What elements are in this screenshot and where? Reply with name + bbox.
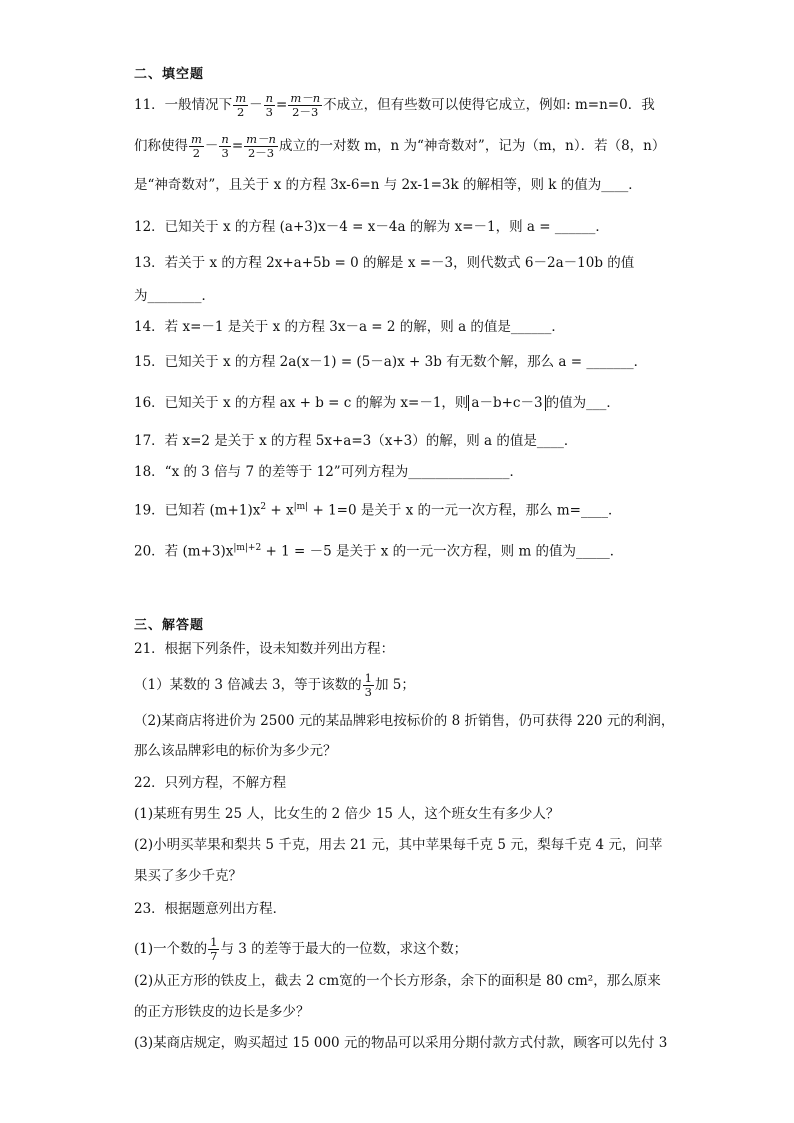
- q16-abs-expression: a－b+c－3: [468, 395, 545, 411]
- q14-line: 14．若 x=－1 是关于 x 的方程 3x－a = 2 的解，则 a 的值是______．: [134, 319, 565, 335]
- q23-part1: [134, 936, 467, 963]
- section-title-answer: 三、解答题: [134, 618, 205, 633]
- fraction-1-3: $\frac{1}{3}$: [364, 671, 372, 699]
- fraction-1-7: $\frac{1}{7}$: [210, 935, 218, 963]
- q20-exponent: |m|+2: [233, 543, 262, 553]
- fraction-mn-23: $\frac{m-n}{2-3}$: [290, 91, 321, 119]
- fraction-n-3: $\frac{n}{3}$: [265, 91, 274, 119]
- q11-text-4: 成立的一对数 m，n 为“神奇数对”，记为（m，n）．若（8，n）: [278, 138, 666, 154]
- q23-heading: 23．根据题意列出方程．: [134, 901, 287, 917]
- q22-part2-line2: 果买了多少千克？: [134, 868, 242, 884]
- q21-part2-line1: （2)某商店将进价为 2500 元的某品牌彩电按标价的 8 折销售，仍可获得 220 元的利润，: [134, 713, 675, 729]
- q23-part3-line1: (3)某商店规定，购买超过 15 000 元的物品可以采用分期付款方式付款，顾客可以先付 3: [134, 1035, 668, 1051]
- q21-part1-text-1: （1）某数的 3 倍减去 3，等于该数的: [134, 677, 362, 693]
- q20-line: [134, 539, 623, 561]
- q23-part2-line1: (2)从正方形的铁皮上，截去 2 cm宽的一个长方形条，余下的面积是 80 cm²，那么原来: [134, 973, 661, 989]
- q19-exponent-1: 2: [260, 502, 267, 512]
- q11-line1: 11．一般情况下 $\frac{m}{2}$ － $\frac{n}{3}$ = $\frac{m-n}{2-3}$ 不成立，但有些数可以使得它成立，例如: m=n=0．我: [134, 91, 655, 119]
- q19-exponent-2: |m|: [293, 502, 309, 512]
- q11-text-1: 11．一般情况下: [134, 97, 233, 113]
- q13-line2: 为________．: [134, 288, 215, 304]
- q22-heading: 22．只列方程，不解方程: [134, 775, 287, 791]
- q19-line: [134, 498, 621, 520]
- q18-line: 18．“x 的 3 倍与 7 的差等于 12”可列方程为_______________．: [134, 464, 523, 480]
- q22-part2-line1: (2)小明买苹果和梨共 5 千克，用去 21 元，其中苹果每千克 5 元，梨每千克 4 元，问苹: [134, 837, 663, 853]
- q11-text-3: 们称使得: [134, 138, 188, 154]
- q16-line: [134, 394, 620, 412]
- q11-line2: 们称使得 $\frac{m}{2}$ － $\frac{n}{3}$ = $\frac{m-n}{2-3}$ 成立的一对数 m，n 为“神奇数对”，记为（m，n）．若（8，n）: [134, 132, 666, 160]
- section-title-fill-in: 二、填空题: [134, 67, 205, 82]
- q23-part1-text-1: (1)一个数的: [134, 941, 208, 957]
- q20-text-1: 20．若 (m+3)x: [134, 543, 234, 560]
- q21-heading: 21．根据下列条件，设未知数并列出方程：: [134, 641, 395, 657]
- q11-line3: 是“神奇数对”，且关于 x 的方程 3x-6=n 与 2x-1=3k 的解相等，则 k 的值为____．: [134, 177, 642, 193]
- q13-line1: 13．若关于 x 的方程 2x+a+5b = 0 的解是 x =－3，则代数式 6－2a－10b 的值: [134, 255, 635, 271]
- q16-text-2: 的值为___．: [545, 395, 620, 411]
- q23-part1-text-2: 与 3 的差等于最大的一位数，求这个数；: [220, 941, 468, 957]
- q19-text-1: 19．已知若 (m+1)x: [134, 502, 261, 519]
- q16-text-1: 16．已知关于 x 的方程 ax + b = c 的解为 x=－1，则: [134, 395, 469, 411]
- q12-line: 12．已知关于 x 的方程 (a+3)x－4 = x－4a 的解为 x=－1，则 a = ______．: [134, 219, 609, 235]
- q23-part2-line2: 的正方形铁皮的边长是多少？: [134, 1004, 310, 1020]
- fraction-n-3b: $\frac{n}{3}$: [221, 132, 229, 160]
- fraction-m-2b: $\frac{m}{2}$: [191, 132, 202, 160]
- q21-part1-text-2: 加 5；: [374, 677, 415, 693]
- fraction-mn-23b: $\frac{m-n}{2-3}$: [246, 132, 276, 160]
- q21-part1: [134, 672, 415, 699]
- q20-text-2: + 1 = －5 是关于 x 的一元一次方程，则 m 的值为_____．: [261, 543, 624, 560]
- q19-text-2: + x: [266, 502, 294, 519]
- q21-part2-line2: 那么该品牌彩电的标价为多少元？: [134, 743, 337, 759]
- q11-text-2: 不成立，但有些数可以使得它成立，例如: m=n=0．我: [323, 97, 655, 113]
- q17-line: 17．若 x=2 是关于 x 的方程 5x+a=3（x+3）的解，则 a 的值是____．: [134, 433, 578, 449]
- q19-text-3: + 1=0 是关于 x 的一元一次方程，那么 m=____．: [308, 502, 622, 519]
- q22-part1: (1)某班有男生 25 人，比女生的 2 倍少 15 人，这个班女生有多少人？: [134, 806, 560, 822]
- fraction-m-2: $\frac{m}{2}$: [235, 91, 247, 119]
- q15-line: 15．已知关于 x 的方程 2a(x－1) = (5－a)x + 3b 有无数个解，那么 a = _______．: [134, 354, 648, 370]
